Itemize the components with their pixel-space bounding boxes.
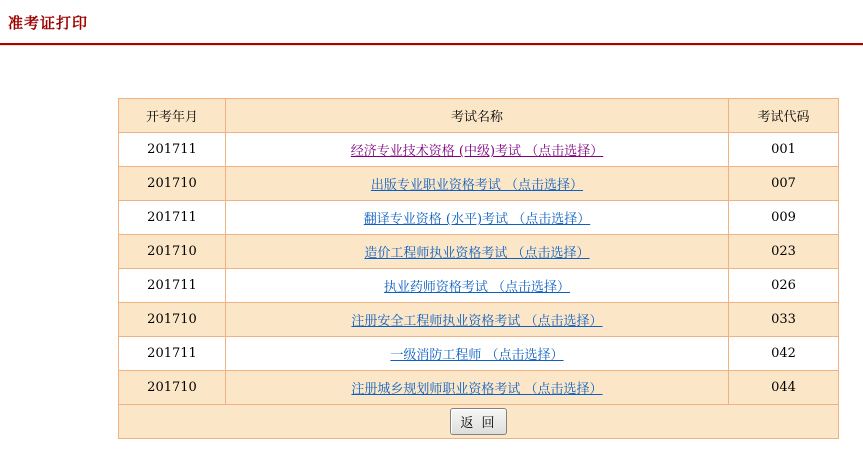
table-row [119,371,839,405]
table-row [119,269,839,303]
back-button[interactable]: 返 回 [450,408,506,435]
page-header [0,0,863,43]
column-header-year-month: 开考年月 [119,99,226,133]
exam-year-month: 201710 [119,303,226,337]
exam-code: 044 [729,371,839,405]
table-footer-row [119,405,839,439]
exam-name-link[interactable]: 经济专业技术资格 (中级)考试 （点击选择） [350,144,604,159]
exam-name-link[interactable]: 注册安全工程师执业资格考试 （点击选择） [351,314,603,329]
exam-year-month: 201711 [119,337,226,371]
table-row [119,201,839,235]
table-row [119,303,839,337]
exam-name-link[interactable]: 执业药师资格考试 （点击选择） [383,280,571,295]
table-row [119,133,839,167]
page-title: 准考证打印 [8,14,89,32]
exam-code: 026 [729,269,839,303]
exam-year-month: 201711 [119,201,226,235]
exam-code: 007 [729,167,839,201]
exam-year-month: 201710 [119,167,226,201]
exam-code: 001 [729,133,839,167]
exam-code: 042 [729,337,839,371]
table-row [119,167,839,201]
exam-year-month: 201711 [119,133,226,167]
exam-name-link[interactable]: 一级消防工程师 （点击选择） [390,348,564,363]
exam-name-link[interactable]: 造价工程师执业资格考试 （点击选择） [364,246,590,261]
column-header-exam-name: 考试名称 [226,99,729,133]
footer-cell [119,405,839,439]
exam-year-month: 201711 [119,269,226,303]
exam-name-link[interactable]: 翻译专业资格 (水平)考试 （点击选择） [363,212,591,227]
exam-code: 033 [729,303,839,337]
title-divider [0,43,863,46]
table-row [119,235,839,269]
exam-year-month: 201710 [119,235,226,269]
exam-name-link[interactable]: 出版专业职业资格考试 （点击选择） [370,178,584,193]
content-area [118,98,863,439]
exam-name-link[interactable]: 注册城乡规划师职业资格考试 （点击选择） [351,382,603,397]
table-row [119,337,839,371]
column-header-exam-code: 考试代码 [729,99,839,133]
exam-table [118,98,839,439]
exam-code: 023 [729,235,839,269]
table-header-row [119,99,839,133]
exam-year-month: 201710 [119,371,226,405]
exam-code: 009 [729,201,839,235]
